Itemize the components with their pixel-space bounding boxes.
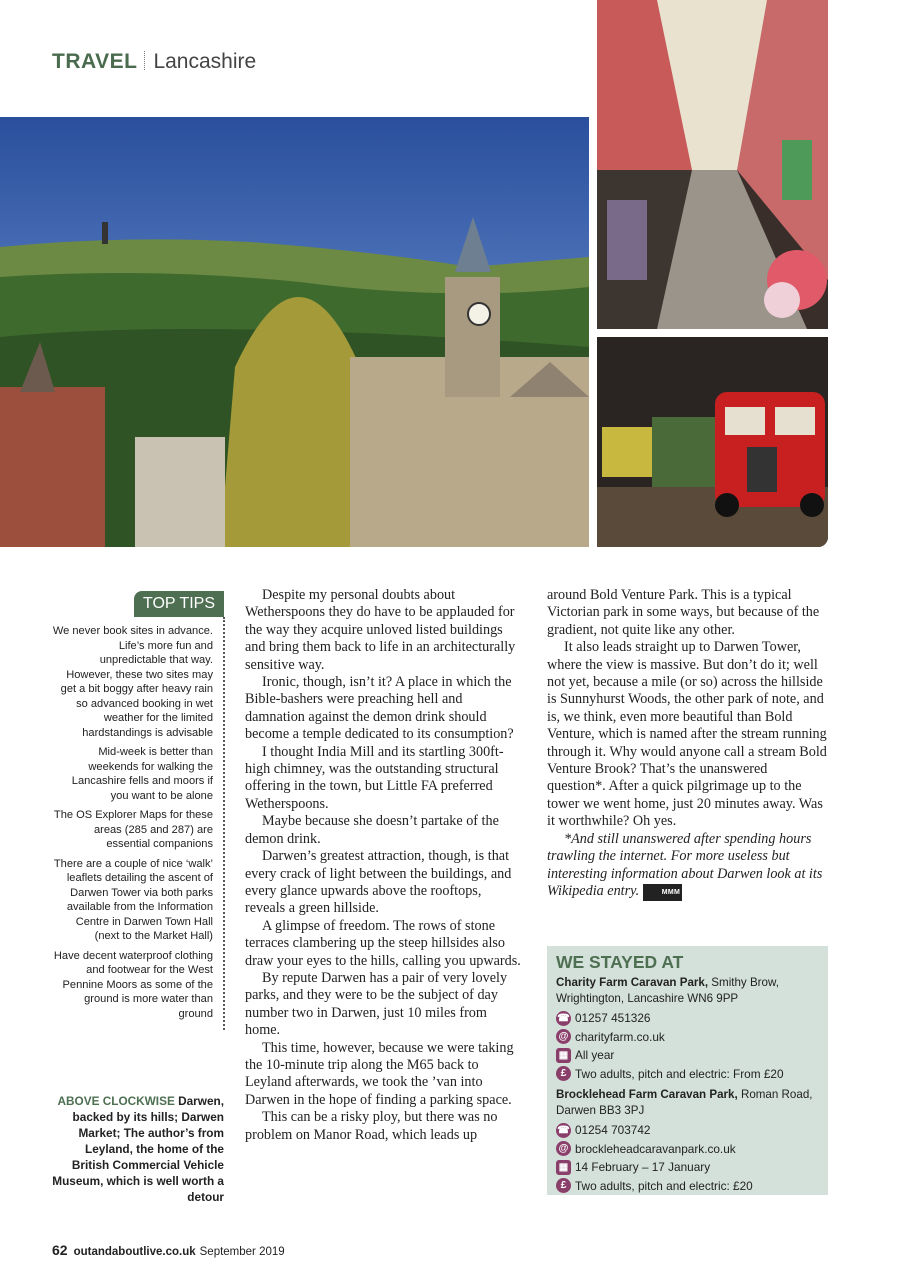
article-paragraph: Ironic, though, isn’t it? A place in which the Bible-bashers were preaching hell and damnation against the demon drink should become a temple dedicated to its consumption? [245, 674, 514, 743]
caption-lead: ABOVE CLOCKWISE [57, 1094, 175, 1108]
darwen-market-photo [597, 0, 828, 329]
campsite-address-text: Roman Road, Darwen BB3 3PJ [556, 1088, 813, 1117]
tip-item: Mid-week is better than weekends for walking the Lancashire fells and moors if you want to be alone [71, 746, 213, 802]
section-label: TRAVEL [52, 50, 138, 73]
article-paragraph: Darwen’s greatest attraction, though, is that every crack of light between the buildings, and every glance upwards above the rooftops, reveals a green hillside. [245, 848, 512, 917]
commercial-vehicle-museum-photo [597, 337, 828, 547]
tip-item: The OS Explorer Maps for these areas (285 and 287) are essential companions [53, 809, 213, 850]
top-tips-divider [223, 617, 225, 1030]
campsite-open-dates: All year [575, 1048, 615, 1062]
web-icon: @ [556, 1029, 571, 1044]
campsite-open-row [556, 1046, 820, 1065]
article-column-2 [547, 587, 829, 901]
article-paragraph: This time, however, because we were taking the 10-minute trip along the M65 back to Leyland afterwards, we took the ’van into Darwen in the hope of finding a parking space. [245, 1039, 514, 1108]
article-paragraph: Maybe because she doesn’t partake of the demon drink. [245, 813, 499, 847]
campsite-address-text: Smithy Brow, Wrightington, Lancashire WN6 9PP [556, 976, 779, 1005]
page-number: 62 [52, 1242, 68, 1258]
web-icon: @ [556, 1141, 571, 1156]
campsite-price: Two adults, pitch and electric: £20 [575, 1178, 753, 1193]
footer-website: outandaboutlive.co.uk [73, 1246, 196, 1258]
page-footer [52, 1242, 285, 1258]
phone-icon: ☎ [557, 1124, 570, 1136]
calendar-icon: ▦ [556, 1160, 571, 1175]
caption-text: Darwen, backed by its hills; Darwen Market; The author’s from Leyland, the home of the British Commercial Vehicle Museum, which is well worth a detour [52, 1094, 224, 1204]
campsite-web-row [556, 1028, 820, 1047]
phone-icon: ☎ [557, 1012, 570, 1024]
subsection-label: Lancashire [153, 50, 257, 73]
campsite-phone-row [556, 1121, 820, 1140]
article-paragraph: around Bold Venture Park. This is a typical Victorian park in some ways, but because of the gradient, not quite like any other. [547, 587, 820, 638]
we-stayed-at-box [547, 946, 828, 1195]
tip-item: We never book sites in advance. Life’s more fun and unpredictable that way. However, these two sites may get a bit boggy after heavy rain so advanced booking in wet weather for the limited hardstandings is advisable [52, 625, 213, 739]
pound-icon: £ [556, 1178, 571, 1193]
campsite-open-dates: 14 February – 17 January [575, 1160, 711, 1174]
campsite-address [556, 1087, 820, 1119]
calendar-icon: ▦ [556, 1048, 571, 1063]
footnote-text: *And still unanswered after spending hours trawling the internet. For more useless but interesting information about Darwen look at its Wikipedia entry. [547, 830, 823, 899]
campsite-price-row [556, 1065, 820, 1084]
article-paragraph: Despite my personal doubts about Wetherspoons they do have to be applauded for the way they acquire unloved listed buildings and bring them back to life in an architecturally sensitive way. [245, 587, 516, 673]
header-divider [144, 51, 146, 70]
tip-item: There are a couple of nice ‘walk’ leaflets detailing the ascent of Darwen Tower via both parks available from the Information Centre in Darwen Town Hall (next to the Market Hall) [53, 857, 213, 942]
campsite-name: Charity Farm Caravan Park, [556, 976, 709, 989]
darwen-town-photo [0, 117, 589, 547]
article-paragraph: It also leads straight up to Darwen Tower, where the view is massive. But don’t do it; well not yet, because a mile (or so) across the hillside is Sunnyhurst Woods, the other park of note, and is, we think, even more beautiful than Bold Venture, which is named after the stream running through it. Why would anyone call a stream Bold Venture Brook? That’s the unanswered question*. After a quick pilgrimage up to the tower we went home, just 20 minutes away. Was it worthwhile? Oh yes. [547, 639, 827, 830]
campsite-address [556, 975, 820, 1007]
campsite-phone: 01257 451326 [575, 1011, 651, 1025]
campsite-phone: 01254 703742 [575, 1123, 651, 1137]
campsite-open-row [556, 1158, 820, 1177]
campsite-phone-row [556, 1009, 820, 1028]
campsite-web-row [556, 1140, 820, 1159]
photo-caption [52, 1093, 224, 1205]
section-header [52, 50, 256, 74]
we-stayed-at-heading: WE STAYED AT [556, 952, 684, 972]
article-footnote [547, 831, 829, 902]
article-paragraph: I thought India Mill and its startling 300ft-high chimney, was the outstanding structural offering in the town, but Little FA preferred Wetherspoons. [245, 743, 504, 812]
article-column-1 [245, 587, 525, 1144]
tip-item: Have decent waterproof clothing and footwear for the West Pennine Moors as some of the ground is more water than ground [53, 949, 213, 1020]
pound-icon: £ [556, 1066, 571, 1081]
article-paragraph: This can be a risky ploy, but there was no problem on Manor Road, which leads up [245, 1109, 498, 1143]
footer-issue: September 2019 [199, 1246, 285, 1258]
end-mark-logo: MMM [643, 884, 682, 901]
top-tips-list [52, 624, 213, 1026]
campsite-name: Brocklehead Farm Caravan Park, [556, 1088, 738, 1101]
article-paragraph: A glimpse of freedom. The rows of stone terraces clambering up the steep hillsides also draw your eyes to the hills, calling you upwards. [245, 917, 521, 969]
article-paragraph: By repute Darwen has a pair of very lovely parks, and they were to be the subject of day number two in Darwen, just 10 miles from home. [245, 969, 508, 1039]
top-tips-heading: TOP TIPS [134, 591, 224, 617]
campsite-website-link[interactable]: charityfarm.co.uk [575, 1029, 665, 1044]
campsite-price: Two adults, pitch and electric: From £20 [575, 1066, 784, 1081]
campsite-price-row [556, 1177, 820, 1196]
campsite-website-link[interactable]: brockleheadcaravanpark.co.uk [575, 1141, 736, 1156]
